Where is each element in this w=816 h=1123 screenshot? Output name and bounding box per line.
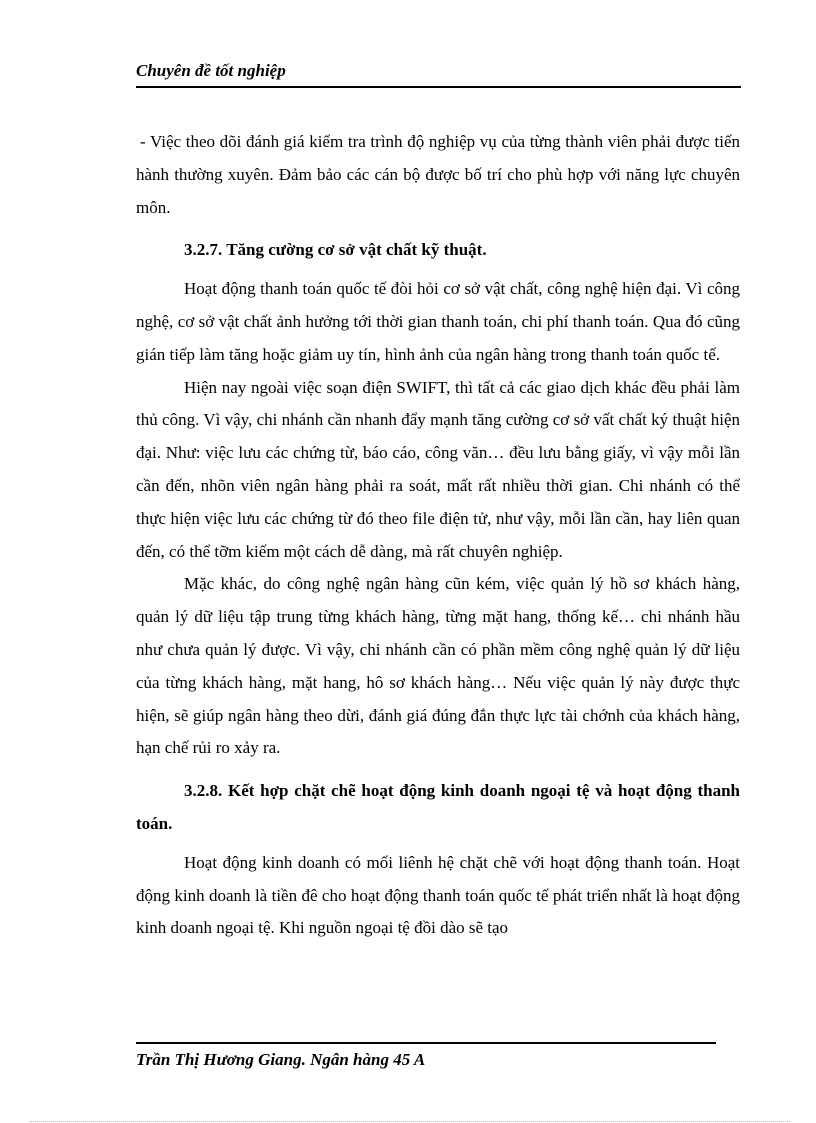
- header-title: Chuyên đề tốt nghiệp: [136, 61, 286, 80]
- footer-author: Trần Thị Hương Giang. Ngân hàng 45 A: [136, 1050, 426, 1069]
- page-edge-dotted-line: [30, 1121, 790, 1122]
- paragraph-3: Hiện nay ngoài việc soạn điện SWIFT, thì tất cả các giao dịch khác đều phải làm thủ công. Vì vậy, chi nhánh cần nhanh đẩy mạnh tăng cường cơ sở vất chất ký thuật hiện đại. Như: việc lưu các chứng từ, báo cáo, công văn… đều lưu bằng giấy, vì vậy mỗi lần cần đến, nhõn viên ngân hàng phải ra soát, mất rất nhiều thời gian. Chi nhánh có thể thực hiện việc lưu các chứng từ đó theo file điện tử, như vậy, mỗi lần cần, hay liên quan đến, có thể tỡm kiếm một cách dễ dàng, mà rất chuyên nghiệp.: [136, 377, 740, 561]
- paragraph-1: - Việc theo dõi đánh giá kiểm tra trình độ nghiệp vụ của từng thành viên phải được tiến hành thường xuyên. Đảm bảo các cán bộ được bố trí cho phù hợp với năng lực chuyên môn.: [136, 132, 740, 217]
- section-heading-3-2-7: 3.2.7. Tăng cường cơ sở vật chất kỹ thuật.: [184, 240, 487, 260]
- header-divider: [136, 86, 741, 88]
- footer-divider: [136, 1042, 716, 1044]
- section-heading-3-2-8: 3.2.8. Kết hợp chặt chẽ hoạt động kinh doanh ngoại tệ và hoạt động thanh toán.: [136, 781, 740, 833]
- paragraph-5: Hoạt động kinh doanh có mối liênh hệ chặt chẽ với hoạt động thanh toán. Hoạt động kinh doanh là tiền đê cho hoạt động thanh toán quốc tế phát triển nhất là hoạt động kinh doanh ngoại tệ. Khi nguồn ngoại tệ đồi dào sẽ tạo: [136, 852, 740, 938]
- paragraph-2: Hoạt động thanh toán quốc tế đòi hỏi cơ sở vật chất, công nghệ hiện đại. Vì công nghệ, cơ sở vật chất ảnh hưởng tới thời gian thanh toán, chi phí thanh toán. Qua đó cũng gián tiếp làm tăng hoặc giảm uy tín, hình ảnh của ngân hàng trong thanh toán quốc tế.: [136, 279, 740, 364]
- document-body: [136, 126, 740, 945]
- paragraph-4: Mặc khác, do công nghệ ngân hàng cũn kém, việc quản lý hồ sơ khách hàng, quản lý dữ liệu tập trung từng khách hàng, từng mặt hang, thống kế… chi nhánh hầu như chưa quản lý được. Vì vậy, chi nhánh cần có phần mềm công nghệ quản lý dữ liệu của từng khách hàng, mặt hang, hô sơ khách hàng… Nếu việc quản lý này được thực hiện, sẽ giúp ngân hàng theo dừi, đánh giá đúng đắn thực lực tài chớnh của khách hàng, hạn chế rủi ro xảy ra.: [136, 574, 740, 758]
